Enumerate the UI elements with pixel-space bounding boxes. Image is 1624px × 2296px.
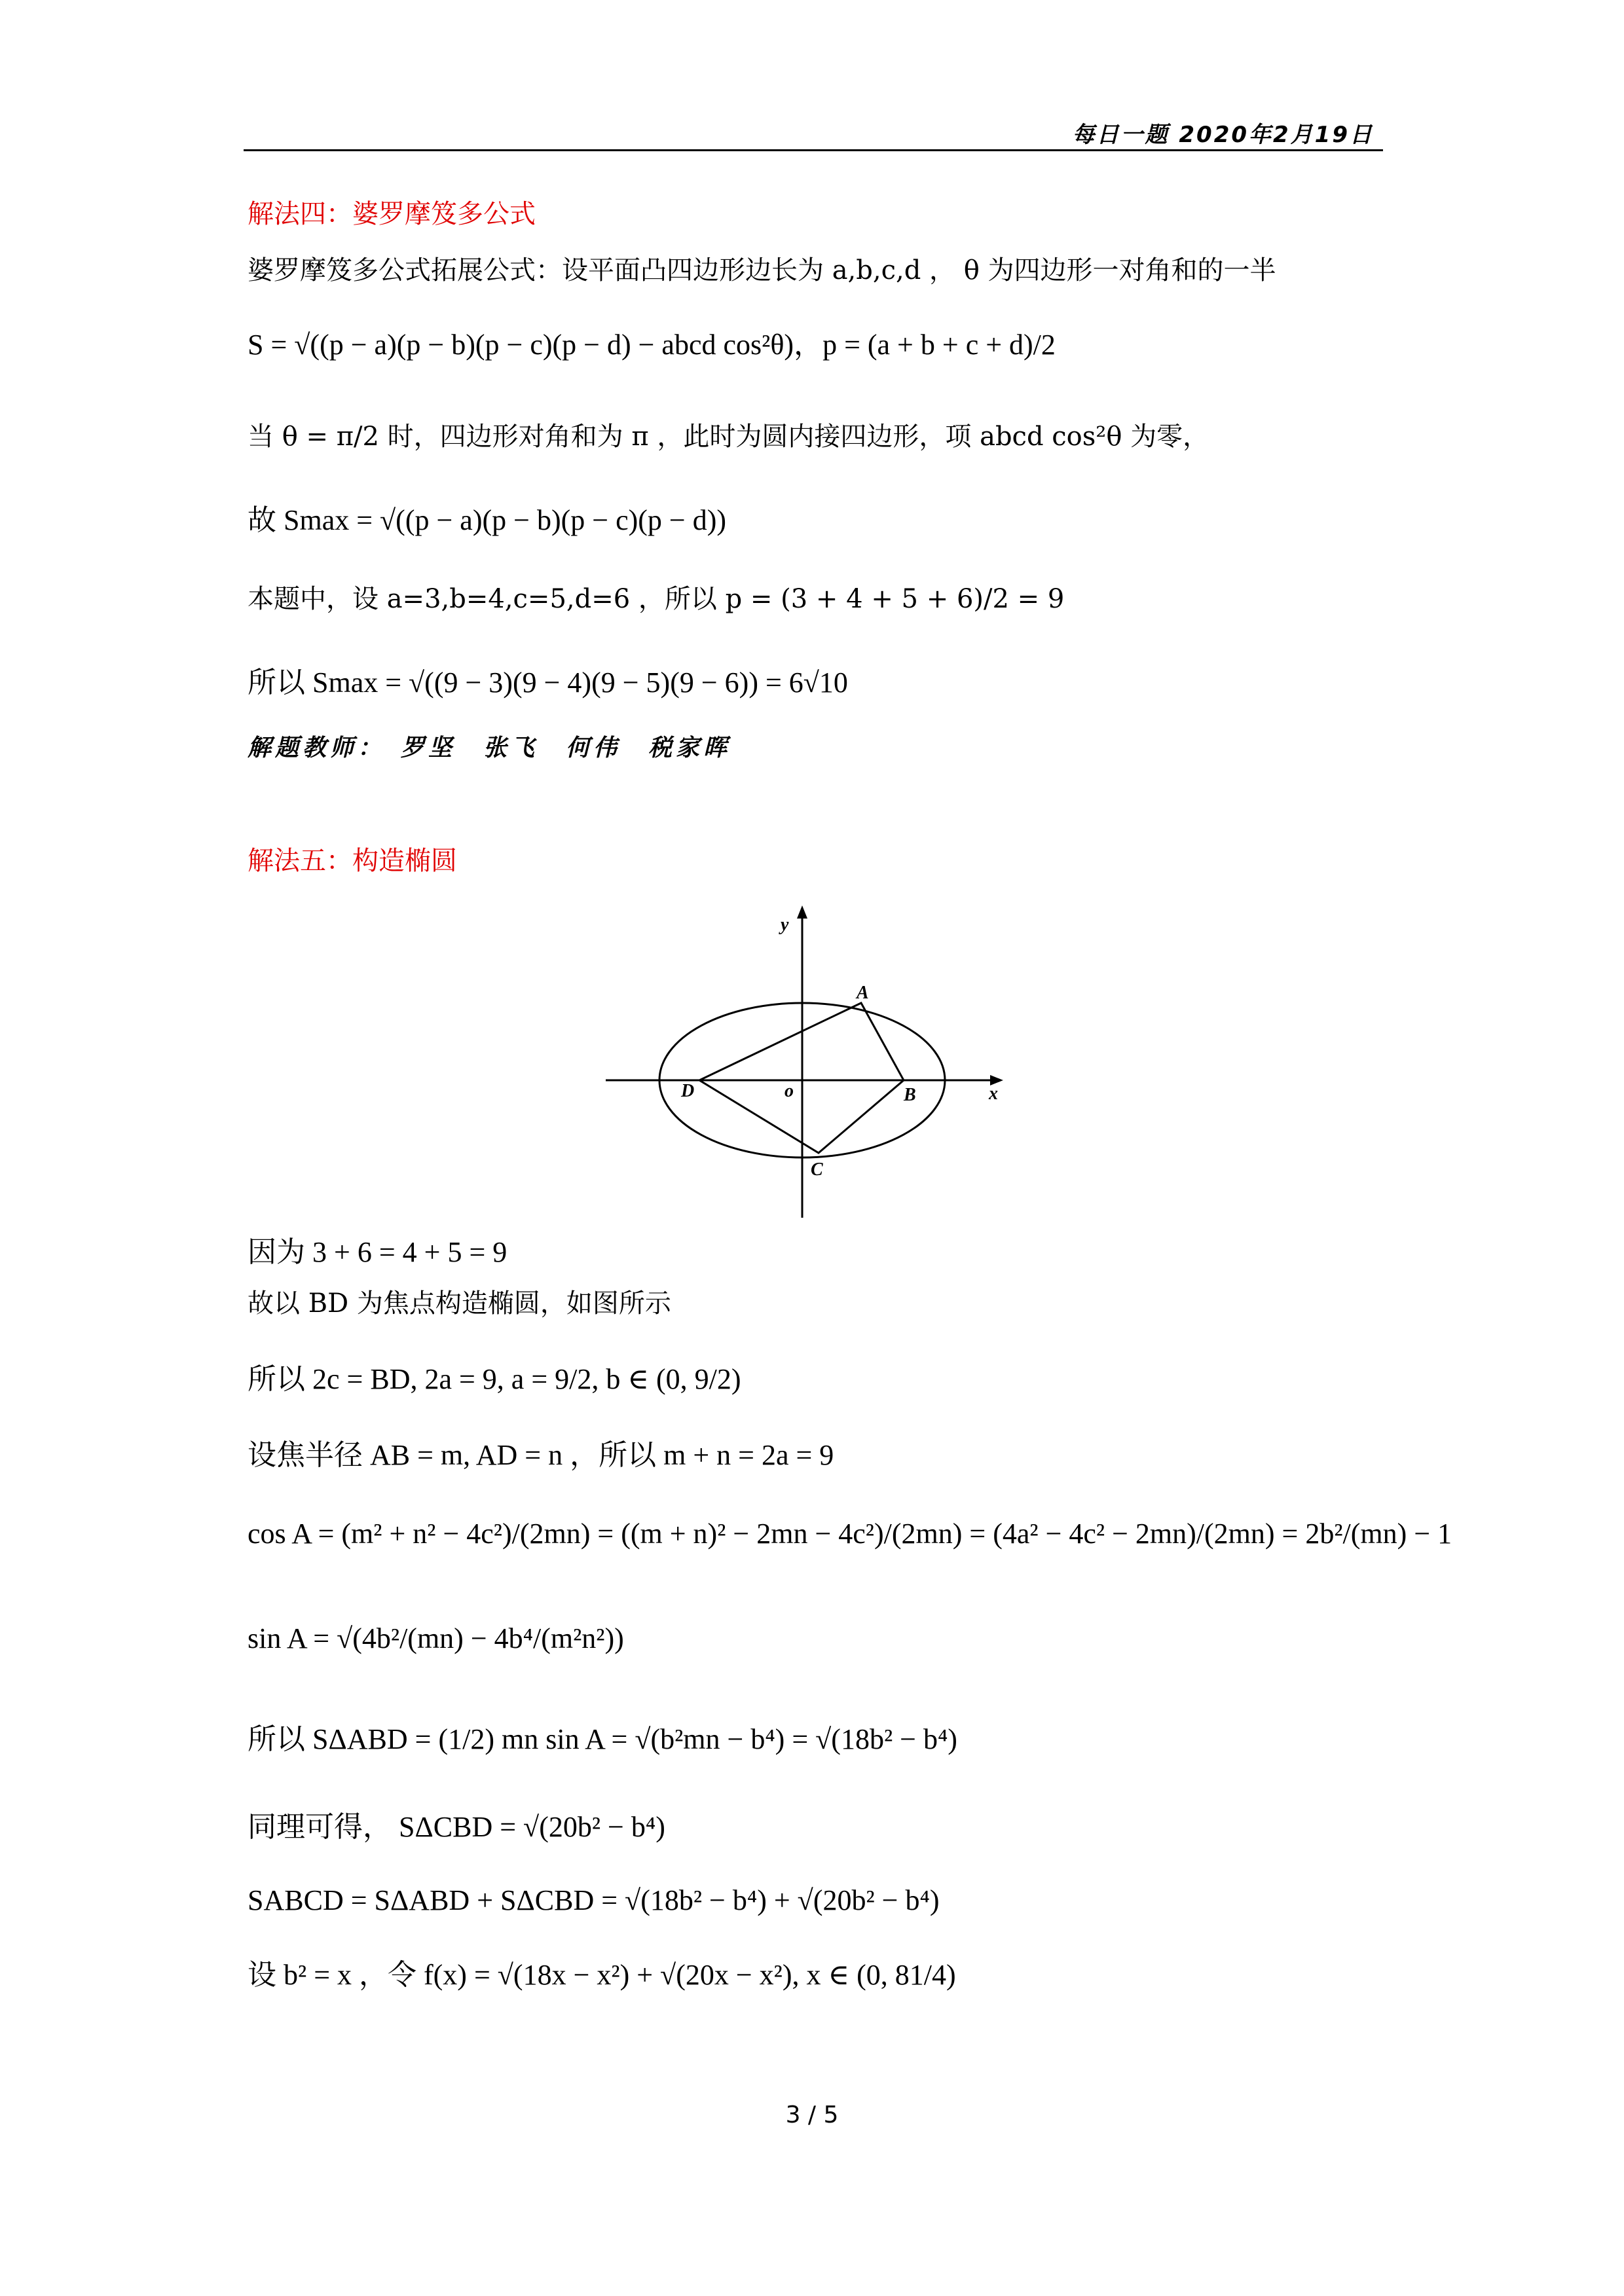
header-rule xyxy=(244,149,1383,151)
section4-line3: 当 θ = π/2 时，四边形对角和为 π ，此时为圆内接四边形，项 abcd cos²θ 为零， xyxy=(248,422,1209,452)
ellipse-figure xyxy=(602,900,1028,1221)
section5-sin-a: sin A = √(4b²/(mn) − 4b⁴/(m²n²)) xyxy=(248,1622,624,1654)
label-c: C xyxy=(811,1159,823,1180)
label-a: A xyxy=(857,983,869,1003)
section4-heading: 解法四：婆罗摩笈多公式 xyxy=(248,199,536,229)
label-b: B xyxy=(904,1085,916,1105)
section5-area-abd: 所以 SΔABD = (1/2) mn sin A = √(b²mn − b⁴) = √(18b² − b⁴) xyxy=(248,1723,957,1755)
section5-line4: 设焦半径 AB = m, AD = n ，所以 m + n = 2a = 9 xyxy=(248,1439,834,1471)
section4-result: 所以 Smax = √((9 − 3)(9 − 4)(9 − 5)(9 − 6)) = 6√10 xyxy=(248,666,848,699)
section5-area-cbd: 同理可得， SΔCBD = √(20b² − b⁴) xyxy=(248,1811,665,1843)
section5-function: 设 b² = x ，令 f(x) = √(18x − x²) + √(20x − x²), x ∈ (0, 81/4) xyxy=(248,1959,956,1991)
label-y: y xyxy=(781,915,789,935)
section4-formula: S = √((p − a)(p − b)(p − c)(p − d) − abcd cos²θ)，p = (a + b + c + d)/2 xyxy=(248,329,1056,361)
section4-line5: 本题中，设 a=3,b=4,c=5,d=6 ，所以 p = (3 + 4 + 5 + 6)/2 = 9 xyxy=(248,584,1065,614)
section5-heading: 解法五：构造椭圆 xyxy=(248,846,457,876)
section5-area-abcd: SABCD = SΔABD + SΔCBD = √(18b² − b⁴) + √(20b² − b⁴) xyxy=(248,1884,940,1916)
section5-line1: 因为 3 + 6 = 4 + 5 = 9 xyxy=(248,1236,507,1268)
section4-line1: 婆罗摩笈多公式拓展公式：设平面凸四边形边长为 a,b,c,d ， θ 为四边形一对角和的一半 xyxy=(248,255,1276,285)
label-x: x xyxy=(989,1084,998,1104)
page-header xyxy=(244,111,1383,151)
label-o: o xyxy=(784,1081,794,1101)
teacher-credits: 解题教师： 罗坚 张飞 何伟 税家晖 xyxy=(248,735,731,761)
page-number: 3 / 5 xyxy=(785,2102,839,2128)
section5-line2: 故以 BD 为焦点构造椭圆，如图所示 xyxy=(248,1288,671,1319)
header-title: 每日一题 2020年2月19日 xyxy=(1072,122,1374,148)
label-d: D xyxy=(681,1081,695,1101)
section5-line3: 所以 2c = BD, 2a = 9, a = 9/2, b ∈ (0, 9/2) xyxy=(248,1363,741,1395)
y-axis-arrow xyxy=(797,905,807,919)
section4-smax: 故 Smax = √((p − a)(p − b)(p − c)(p − d)) xyxy=(248,504,727,536)
section5-cos-a: cos A = (m² + n² − 4c²)/(2mn) = ((m + n)² − 2mn − 4c²)/(2mn) = (4a² − 4c² − 2mn)/(2mn) = 2b²/(mn) − 1 xyxy=(248,1518,1452,1550)
